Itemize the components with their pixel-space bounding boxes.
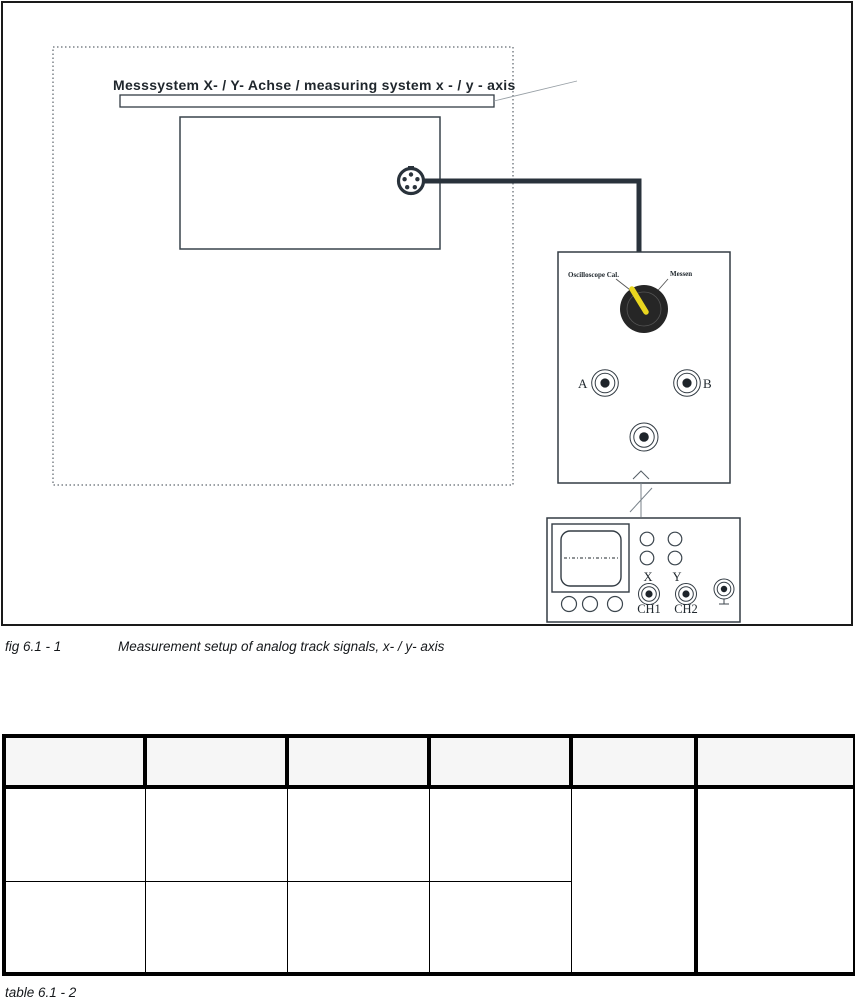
bnc-connector-bottom-icon: [630, 423, 658, 451]
table-header-cell: [429, 736, 571, 787]
figure-caption-id: fig 6.1 - 1: [5, 639, 62, 654]
connector-a-label: A: [578, 376, 588, 391]
x-axis-label: X: [643, 570, 653, 584]
ch2-label: CH2: [674, 602, 698, 616]
diagram-title: Messsystem X- / Y- Achse / measuring system x - / y - axis: [113, 77, 516, 93]
figure-caption-text: Measurement setup of analog track signals, x- / y- axis: [118, 639, 445, 654]
table-header-cell: [287, 736, 429, 787]
scope-knob-row: [562, 597, 623, 612]
table-caption: table 6.1 - 2: [5, 985, 77, 1000]
table-cell: [4, 882, 145, 975]
signal-table: [2, 734, 855, 976]
table-header-cell: [571, 736, 696, 787]
machine-boundary-dotted-box: [53, 47, 513, 485]
round-connector-icon: [399, 166, 424, 194]
bnc-connector-a-icon: [592, 370, 619, 397]
oscilloscope-cal-label: Oscilloscope Cal.: [568, 271, 619, 279]
connector-b-label: B: [703, 376, 712, 391]
table-header-cell: [696, 736, 855, 787]
table-cell-merged: [571, 787, 696, 974]
table-cell: [287, 787, 429, 882]
table-cell: [429, 787, 571, 882]
y-axis-label: Y: [672, 570, 682, 584]
table-cell-merged: [696, 787, 855, 974]
bnc-connector-b-icon: [674, 370, 701, 397]
table-header-cell: [145, 736, 287, 787]
messen-label: Messen: [670, 270, 693, 278]
table-cell: [287, 882, 429, 975]
signal-cable: [423, 181, 639, 252]
table-cell: [429, 882, 571, 975]
table-header-row: [4, 736, 855, 787]
table-cell: [145, 787, 287, 882]
table-row: [4, 787, 855, 882]
selector-knob-icon: [620, 285, 668, 333]
table-cell: [4, 787, 145, 882]
table-cell: [145, 882, 287, 975]
ch1-label: CH1: [637, 602, 661, 616]
linear-scale-bar: [120, 95, 494, 107]
table-header-cell: [4, 736, 145, 787]
